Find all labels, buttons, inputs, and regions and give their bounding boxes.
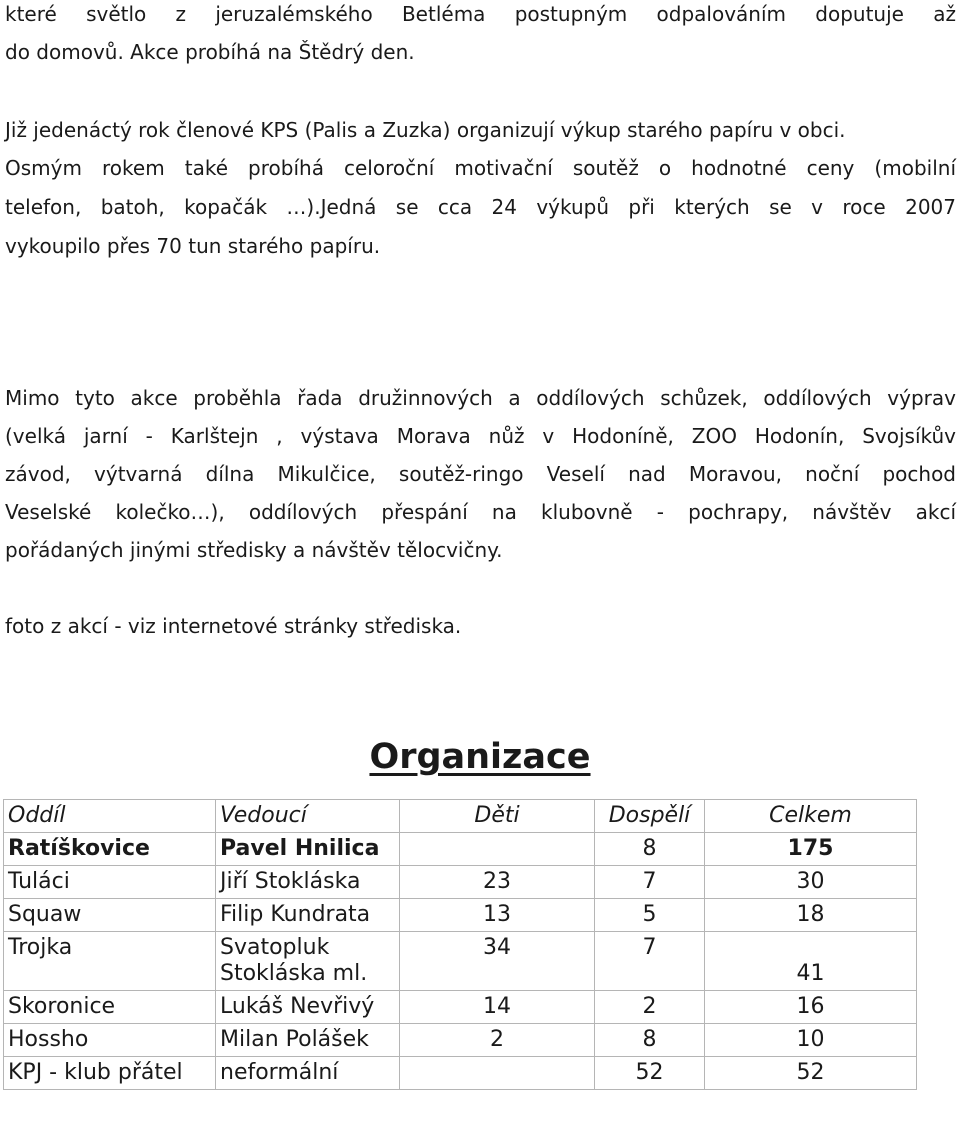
- cell-vedouci: neformální: [216, 1057, 400, 1090]
- section-heading: [0, 736, 960, 778]
- paragraph-1-line-1: které světlo z jeruzalémského Betléma postupným odpalováním doputuje až: [5, 2, 956, 26]
- cell-deti: 13: [400, 899, 595, 932]
- cell-oddil: Trojka: [4, 932, 216, 991]
- cell-celkem: 52: [705, 1057, 917, 1090]
- cell-dospeli: 7: [595, 932, 705, 991]
- cell-deti: [400, 833, 595, 866]
- cell-deti: 14: [400, 991, 595, 1024]
- header-oddil: Oddíl: [4, 800, 216, 833]
- cell-vedouci: Lukáš Nevřivý: [216, 991, 400, 1024]
- cell-dospeli: 52: [595, 1057, 705, 1090]
- cell-celkem: 30: [705, 866, 917, 899]
- cell-dospeli: 7: [595, 866, 705, 899]
- cell-celkem: 41: [705, 932, 917, 991]
- paragraph-3-line-5: pořádaných jinými středisky a návštěv tělocvičny.: [5, 538, 503, 562]
- table-row: [4, 932, 917, 991]
- cell-deti: [400, 1057, 595, 1090]
- paragraph-1-line-2: do domovů. Akce probíhá na Štědrý den.: [5, 40, 415, 64]
- cell-vedouci: Milan Polášek: [216, 1024, 400, 1057]
- cell-oddil: KPJ - klub přátel: [4, 1057, 216, 1090]
- cell-vedouci: Svatopluk Stokláska ml.: [216, 932, 400, 991]
- header-dospeli: Dospělí: [595, 800, 705, 833]
- cell-oddil: Skoronice: [4, 991, 216, 1024]
- cell-celkem: 175: [705, 833, 917, 866]
- cell-dospeli: 8: [595, 1024, 705, 1057]
- table-row: [4, 991, 917, 1024]
- paragraph-3-line-3: závod, výtvarná dílna Mikulčice, soutěž-ringo Veselí nad Moravou, noční pochod: [5, 462, 956, 486]
- cell-deti: 2: [400, 1024, 595, 1057]
- table-row: [4, 866, 917, 899]
- cell-deti: 23: [400, 866, 595, 899]
- table-row: [4, 899, 917, 932]
- table-row: [4, 833, 917, 866]
- cell-celkem: 16: [705, 991, 917, 1024]
- cell-vedouci: Filip Kundrata: [216, 899, 400, 932]
- cell-oddil: Ratíškovice: [4, 833, 216, 866]
- cell-deti: 34: [400, 932, 595, 991]
- cell-dospeli: 5: [595, 899, 705, 932]
- header-deti: Děti: [400, 800, 595, 833]
- header-vedouci: Vedoucí: [216, 800, 400, 833]
- cell-dospeli: 2: [595, 991, 705, 1024]
- header-celkem: Celkem: [705, 800, 917, 833]
- cell-oddil: Hossho: [4, 1024, 216, 1057]
- paragraph-2-line-1: Již jedenáctý rok členové KPS (Palis a Zuzka) organizují výkup starého papíru v obci.: [5, 118, 846, 142]
- paragraph-2-line-2: Osmým rokem také probíhá celoroční motivační soutěž o hodnotné ceny (mobilní: [5, 156, 956, 180]
- cell-dospeli: 8: [595, 833, 705, 866]
- paragraph-3-line-4: Veselské kolečko…), oddílových přespání na klubovně - pochrapy, návštěv akcí: [5, 500, 956, 524]
- cell-celkem: 18: [705, 899, 917, 932]
- organizace-table: [3, 799, 917, 1090]
- paragraph-2-line-3: telefon, batoh, kopačák …).Jedná se cca 24 výkupů při kterých se v roce 2007: [5, 195, 956, 219]
- table-header-row: [4, 800, 917, 833]
- cell-vedouci: Jiří Stokláska: [216, 866, 400, 899]
- section-heading-text: Organizace: [369, 737, 591, 777]
- paragraph-3-line-1: Mimo tyto akce proběhla řada družinnových a oddílových schůzek, oddílových výprav: [5, 386, 956, 410]
- paragraph-3-line-2: (velká jarní - Karlštejn , výstava Morava nůž v Hodoníně, ZOO Hodonín, Svojsíkův: [5, 424, 956, 448]
- cell-oddil: Squaw: [4, 899, 216, 932]
- table-row: [4, 1057, 917, 1090]
- cell-celkem: 10: [705, 1024, 917, 1057]
- cell-oddil: Tuláci: [4, 866, 216, 899]
- paragraph-4: foto z akcí - viz internetové stránky střediska.: [5, 614, 462, 638]
- table-row: [4, 1024, 917, 1057]
- cell-vedouci: Pavel Hnilica: [216, 833, 400, 866]
- paragraph-2-line-4: vykoupilo přes 70 tun starého papíru.: [5, 234, 381, 258]
